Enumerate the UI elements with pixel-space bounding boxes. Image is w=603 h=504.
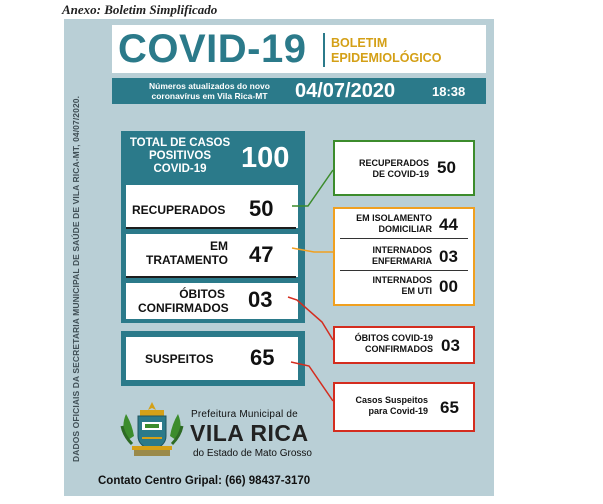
treatment-label — [138, 239, 228, 267]
suspects-detail-label — [337, 395, 428, 417]
bulletin-date: 04/07/2020 — [295, 80, 396, 102]
suspects-detail-line1: Casos Suspeitos — [355, 395, 428, 405]
recovered-value: 50 — [249, 196, 274, 221]
bulletin-subtitle-line1: BOLETIM — [331, 36, 388, 50]
numbers-note-line1: Números atualizados do novo — [149, 81, 270, 91]
treatment-value: 47 — [249, 242, 274, 267]
home-isolation-value: 44 — [439, 215, 458, 234]
bulletin-subtitle — [331, 36, 441, 66]
ward-value: 03 — [439, 247, 458, 266]
treatment-detail-divider-1 — [340, 238, 468, 239]
suspects-detail-line2: para Covid-19 — [368, 406, 428, 416]
municipal-coat-of-arms-icon — [118, 400, 186, 460]
home-isolation-line1: EM ISOLAMENTO — [356, 213, 432, 223]
treatment-label-line1: EM — [210, 239, 228, 253]
sidebar-source-text: DADOS OFICIAIS DA SECRETARIA MUNICIPAL DE SAÚDE DE VILA RICA-MT, 04/07/2020. — [71, 95, 81, 462]
ward-line2: ENFERMARIA — [372, 256, 432, 266]
recovered-detail-line2: DE COVID-19 — [372, 169, 429, 179]
total-cases-value: 100 — [241, 142, 290, 174]
deaths-value: 03 — [248, 287, 273, 312]
ward-line1: INTERNADOS — [372, 245, 432, 255]
recovered-detail-label — [339, 158, 429, 180]
title-divider — [323, 33, 325, 67]
icu-value: 00 — [439, 277, 458, 296]
deaths-label-line2: CONFIRMADOS — [138, 301, 229, 315]
deaths-detail-line1: ÓBITOS COVID-19 — [354, 333, 433, 343]
numbers-note — [127, 81, 292, 101]
total-cases-label — [126, 137, 234, 176]
suspects-value: 65 — [250, 345, 275, 370]
deaths-label — [138, 287, 229, 315]
suspects-label: SUSPEITOS — [145, 352, 214, 366]
city-name: VILA RICA — [190, 420, 309, 446]
total-cases-label-line2: POSITIVOS — [149, 150, 211, 162]
deaths-detail-label — [337, 333, 433, 355]
icu-label — [339, 275, 432, 297]
page-title: COVID-19 — [118, 27, 307, 71]
deaths-label-line1: ÓBITOS — [179, 287, 225, 301]
numbers-note-line2: coronavírus em Vila Rica-MT — [151, 91, 268, 101]
recovered-detail-line1: RECUPERADOS — [358, 158, 429, 168]
summary-divider-1 — [126, 227, 296, 229]
treatment-label-line2: TRATAMENTO — [146, 253, 228, 267]
treatment-detail-divider-2 — [340, 270, 468, 271]
total-cases-label-line1: TOTAL DE CASOS — [129, 137, 231, 149]
deaths-detail-line2: CONFIRMADOS — [365, 344, 433, 354]
contact-line: Contato Centro Gripal: (66) 98437-3170 — [98, 475, 311, 487]
home-isolation-label — [339, 213, 432, 235]
deaths-detail-value: 03 — [441, 336, 460, 355]
bulletin-time: 18:38 — [432, 84, 466, 99]
icu-line2: EM UTI — [401, 286, 432, 296]
annex-caption: Anexo: Boletim Simplificado — [62, 2, 218, 17]
total-cases-label-line3: COVID-19 — [153, 163, 207, 175]
prefeitura-label: Prefeitura Municipal de — [191, 409, 298, 420]
recovered-detail-value: 50 — [437, 158, 456, 177]
summary-divider-2 — [126, 276, 296, 278]
bulletin-subtitle-line2: EPIDEMIOLÓGICO — [331, 51, 442, 65]
home-isolation-line2: DOMICILIAR — [378, 224, 432, 234]
ward-label — [339, 245, 432, 267]
state-label: do Estado de Mato Grosso — [193, 448, 312, 459]
recovered-label: RECUPERADOS — [132, 203, 226, 217]
suspects-detail-value: 65 — [440, 398, 459, 417]
icu-line1: INTERNADOS — [372, 275, 432, 285]
